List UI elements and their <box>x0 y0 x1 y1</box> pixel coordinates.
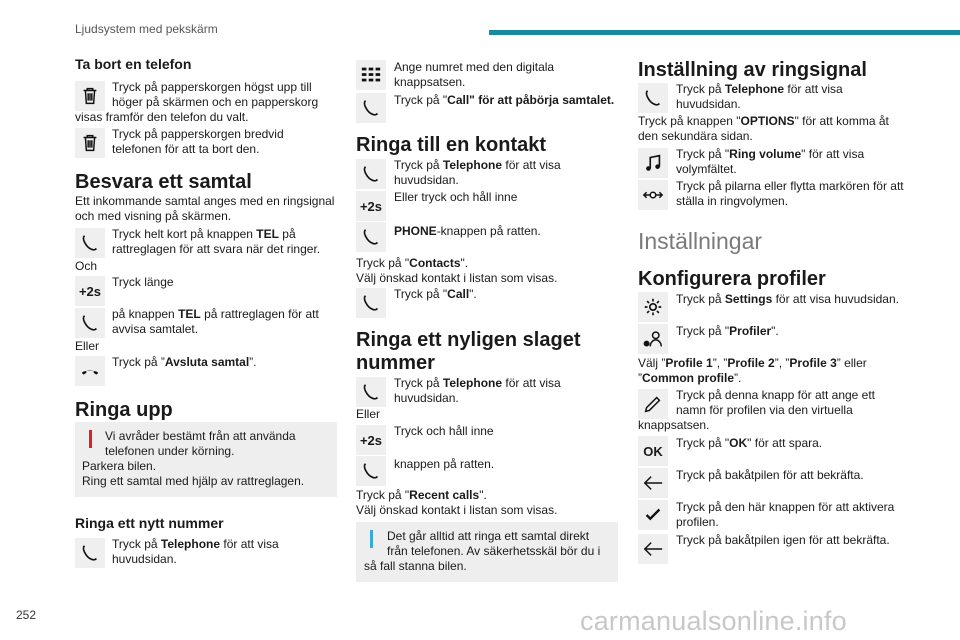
paragraph: på knappen TEL på rattreglagen för att avvisa samtalet. <box>112 307 319 336</box>
phone-icon <box>75 538 105 568</box>
music-note-icon <box>638 148 668 178</box>
paragraph: Tryck på Telephone för att visa huvudsidan. <box>112 537 279 566</box>
long-press-2s-icon: +2s <box>356 191 386 221</box>
page-number: 252 <box>16 608 37 622</box>
paragraph: Parkera bilen. <box>82 459 157 473</box>
paragraph: Tryck på papperskorgen högst upp till höger på skärmen och en papperskorg <box>112 80 319 109</box>
paragraph: så fall stanna bilen. <box>364 559 467 573</box>
section-title: Besvara ett samtal <box>75 171 252 193</box>
paragraph: Tryck på bakåtpilen för att bekräfta. <box>676 468 864 482</box>
phone-icon <box>356 456 386 486</box>
paragraph: Tryck på Settings för att visa huvudsidan. <box>676 292 899 306</box>
paragraph: PHONE-knappen på ratten. <box>394 224 541 238</box>
paragraph: Tryck på "Ring volume" för att visa volymfältet. <box>676 147 865 176</box>
paragraph: Tryck på pilarna eller flytta markören för att ställa in ringvolymen. <box>676 179 904 208</box>
long-press-2s-icon: +2s <box>75 276 105 306</box>
paragraph: Tryck på "Contacts". <box>356 256 469 270</box>
phone-icon <box>356 288 386 318</box>
paragraph: Tryck på bakåtpilen igen för att bekräfta. <box>676 533 890 547</box>
paragraph: Tryck på papperskorgen bredvid telefonen för att ta bort den. <box>112 127 284 156</box>
pencil-icon <box>638 389 668 419</box>
paragraph: Det går alltid att ringa ett samtal direkt från telefonen. Av säkerhetsskäl bör du i <box>387 529 601 558</box>
paragraph: Ett inkommande samtal anges med en ringsignal och med visning på skärmen. <box>75 194 335 223</box>
warning-icon <box>89 430 92 448</box>
paragraph: Tryck och håll inne <box>394 424 494 438</box>
paragraph: Tryck på "Call". <box>394 287 477 301</box>
paragraph: Eller <box>75 339 100 353</box>
paragraph: Tryck på "Recent calls". <box>356 488 487 502</box>
paragraph: Tryck på ”Avsluta samtal”. <box>112 355 257 369</box>
trash-icon <box>75 81 105 111</box>
slider-arrows-icon <box>638 180 668 210</box>
phone-icon <box>356 159 386 189</box>
section-title: Ringa upp <box>75 399 173 421</box>
paragraph: Tryck på "Profiler". <box>676 324 779 338</box>
paragraph: Tryck länge <box>112 275 174 289</box>
hang-up-icon <box>75 356 105 386</box>
paragraph: Vi avråder bestämt från att använda telefonen under körning. <box>105 429 296 458</box>
paragraph: Tryck på "OK" för att spara. <box>676 436 823 450</box>
back-arrow-icon <box>638 534 668 564</box>
running-header: Ljudsystem med pekskärm <box>75 22 218 36</box>
profile-icon <box>638 324 668 354</box>
paragraph: Tryck på Telephone för att visa huvudsidan. <box>394 376 561 405</box>
info-icon <box>370 530 373 548</box>
paragraph: Och <box>75 259 98 273</box>
chapter-title: Inställningar <box>638 228 763 254</box>
section-title: Ringa till en kontakt <box>356 134 547 156</box>
section-title: nummer <box>356 352 435 374</box>
paragraph: knappen på ratten. <box>394 457 495 471</box>
paragraph: knappsatsen. <box>638 418 710 432</box>
paragraph: Välj önskad kontakt i listan som visas. <box>356 271 558 285</box>
paragraph: ”Common profile”. <box>638 371 742 385</box>
paragraph: Tryck på Telephone för att visa huvudsidan. <box>676 82 843 111</box>
paragraph: Tryck på "Call" för att påbörja samtalet. <box>394 93 615 107</box>
phone-icon <box>356 222 386 252</box>
checkmark-icon <box>638 500 668 530</box>
paragraph: Tryck på knappen "OPTIONS" för att komma åt den sekundära sidan. <box>638 114 889 143</box>
paragraph: visas framför den telefon du valt. <box>75 110 249 124</box>
paragraph: Eller tryck och håll inne <box>394 190 518 204</box>
section-title: Konfigurera profiler <box>638 268 826 290</box>
paragraph: Ange numret med den digitala knappsatsen. <box>394 60 555 89</box>
phone-icon <box>356 93 386 123</box>
paragraph: Tryck på Telephone för att visa huvudsidan. <box>394 158 561 187</box>
section-title: Ringa ett nyligen slaget <box>356 329 581 351</box>
phone-icon <box>638 83 668 113</box>
long-press-2s-icon: +2s <box>356 425 386 455</box>
phone-icon <box>356 377 386 407</box>
ok-icon: OK <box>638 436 668 466</box>
section-title: Inställning av ringsignal <box>638 59 867 81</box>
paragraph: Eller <box>356 407 381 421</box>
header-accent-bar <box>489 30 960 35</box>
trash-icon <box>75 128 105 158</box>
phone-call-icon <box>75 228 105 258</box>
phone-call-icon <box>75 308 105 338</box>
paragraph: Tryck helt kort på knappen TEL på rattreglagen för att svara när det ringer. <box>112 227 321 256</box>
paragraph: Tryck på den här knappen för att aktivera profilen. <box>676 500 895 529</box>
watermark: carmanualsonline.info <box>580 606 847 636</box>
paragraph: Tryck på denna knapp för att ange ett namn för profilen via den virtuella <box>676 388 876 417</box>
gear-icon <box>638 292 668 322</box>
section-title: Ta bort en telefon <box>75 56 192 72</box>
section-title: Ringa ett nytt nummer <box>75 515 224 531</box>
keypad-icon <box>356 60 386 90</box>
back-arrow-icon <box>638 468 668 498</box>
paragraph: Välj ”Profile 1”, ”Profile 2”, ”Profile 3” eller <box>638 356 867 370</box>
paragraph: Ring ett samtal med hjälp av rattreglagen. <box>82 474 305 488</box>
paragraph: Välj önskad kontakt i listan som visas. <box>356 503 558 517</box>
